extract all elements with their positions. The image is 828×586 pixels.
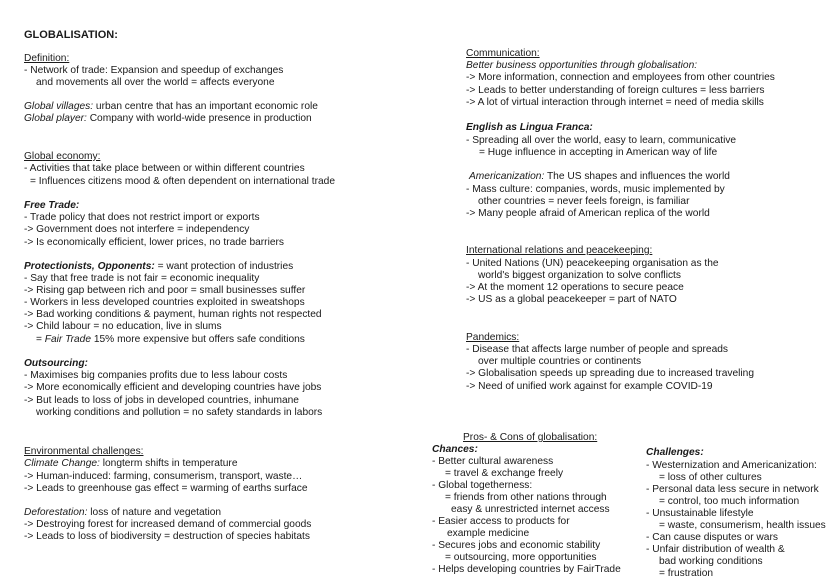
relations-line: -> US as a global peacekeeper = part of NATO — [466, 294, 677, 305]
chances-line: = friends from other nations through — [445, 492, 607, 503]
free-trade-line: -> Government does not interfere = independency — [24, 224, 250, 235]
definition-line: - Network of trade: Expansion and speedup of exchanges — [24, 65, 284, 76]
lingua-franca-line: = Huge influence in accepting in American way of life — [479, 147, 718, 158]
challenges-line: - Unsustainable lifestyle — [646, 508, 754, 519]
fair-trade-label: Fair Trade — [44, 334, 92, 345]
deforestation-line — [24, 507, 221, 519]
pandemics-line: -> Need of unified work against for example COVID-19 — [466, 381, 713, 392]
definition-line: and movements all over the world = affects everyone — [36, 77, 275, 88]
challenges-line: - Unfair distribution of wealth & — [646, 544, 785, 555]
protectionists-heading-line — [24, 261, 293, 273]
outsourcing-heading: Outsourcing: — [24, 358, 88, 369]
chances-line: - Secures jobs and economic stability — [432, 540, 601, 551]
free-trade-line: -> Is economically efficient, lower prices, no trade barriers — [24, 237, 284, 248]
fair-trade-prefix: = — [36, 334, 45, 345]
pandemics-line: -> Globalisation speeds up spreading due to increased traveling — [466, 368, 754, 379]
chances-line: - Easier access to products for — [432, 516, 570, 527]
deforestation-point: -> Destroying forest for increased demand of commercial goods — [24, 519, 312, 530]
global-player-label: Global player: — [24, 113, 87, 124]
chances-line: - Better cultural awareness — [432, 456, 554, 467]
challenges-line: - Personal data less secure in network — [646, 484, 819, 495]
climate-change-text: longterm shifts in temperature — [99, 458, 238, 469]
outsourcing-line: working conditions and pollution = no safety standards in labors — [36, 407, 323, 418]
chances-line: - Global togetherness: — [432, 480, 533, 491]
americanization-point: other countries = never feels foreign, is familiar — [478, 196, 690, 207]
protectionists-line: -> Rising gap between rich and poor = small businesses suffer — [24, 285, 306, 296]
americanization-text: The US shapes and influences the world — [544, 171, 730, 182]
chances-line: easy & unrestricted internet access — [451, 504, 610, 515]
global-player-line — [24, 113, 312, 125]
lingua-franca-line: - Spreading all over the world, easy to learn, communicative — [466, 135, 737, 146]
communication-line: -> More information, connection and employees from other countries — [466, 72, 775, 83]
relations-heading: International relations and peacekeeping: — [466, 245, 653, 256]
communication-heading: Communication: — [466, 48, 540, 59]
definition-heading: Definition: — [24, 53, 70, 64]
document-title: GLOBALISATION: — [24, 29, 118, 41]
challenges-line: = frustration — [659, 568, 714, 579]
pandemics-line: - Disease that affects large number of people and spreads — [466, 344, 729, 355]
pandemics-line: over multiple countries or continents — [478, 356, 642, 367]
relations-line: - United Nations (UN) peacekeeping organisation as the — [466, 258, 719, 269]
global-villages-text: urban centre that has an important economic role — [93, 101, 318, 112]
chances-line: - Helps developing countries by FairTrade — [432, 564, 621, 575]
fair-trade-text: 15% more expensive but offers safe conditions — [91, 334, 305, 345]
outsourcing-line: - Maximises big companies profits due to less labour costs — [24, 370, 288, 381]
challenges-line: = loss of other cultures — [659, 472, 762, 483]
global-economy-line: = Influences citizens mood & often dependent on international trade — [30, 176, 335, 187]
chances-line: = travel & exchange freely — [445, 468, 564, 479]
global-economy-heading: Global economy: — [24, 151, 101, 162]
deforestation-point: -> Leads to loss of biodiversity = destruction of species habitats — [24, 531, 310, 542]
americanization-label: Americanization: — [469, 171, 545, 182]
chances-heading: Chances: — [432, 444, 478, 455]
protectionists-heading: Protectionists, Opponents: — [24, 261, 155, 272]
global-player-text: Company with world-wide presence in production — [86, 113, 312, 124]
protectionists-line: - Workers in less developed countries exploited in sweatshops — [24, 297, 305, 308]
pandemics-heading: Pandemics: — [466, 332, 520, 343]
communication-line: -> A lot of virtual interaction through internet = need of media skills — [466, 97, 764, 108]
climate-change-line — [24, 458, 237, 470]
deforestation-text: loss of nature and vegetation — [87, 507, 222, 518]
challenges-line: - Can cause disputes or wars — [646, 532, 778, 543]
challenges-line: = control, too much information — [659, 496, 800, 507]
lingua-franca-heading: English as Lingua Franca: — [466, 122, 593, 133]
free-trade-line: - Trade policy that does not restrict import or exports — [24, 212, 260, 223]
challenges-line: = waste, consumerism, health issues — [659, 520, 826, 531]
communication-subheading: Better business opportunities through globalisation: — [466, 60, 698, 71]
free-trade-heading: Free Trade: — [24, 200, 80, 211]
climate-change-point: -> Human-induced: farming, consumerism, transport, waste… — [24, 471, 303, 482]
global-economy-line: - Activities that take place between or within different countries — [24, 163, 305, 174]
global-villages-label: Global villages: — [24, 101, 94, 112]
protectionists-line: - Say that free trade is not fair = economic inequality — [24, 273, 260, 284]
protectionists-heading-suffix: = want protection of industries — [154, 261, 294, 272]
americanization-point: -> Many people afraid of American replica of the world — [466, 208, 710, 219]
outsourcing-line: -> More economically efficient and developing countries have jobs — [24, 382, 322, 393]
chances-line: example medicine — [447, 528, 530, 539]
chances-line: = outsourcing, more opportunities — [445, 552, 597, 563]
fair-trade-line — [36, 334, 305, 346]
environment-heading: Environmental challenges: — [24, 446, 144, 457]
deforestation-label: Deforestation: — [24, 507, 88, 518]
outsourcing-line: -> But leads to loss of jobs in developed countries, inhumane — [24, 395, 299, 406]
climate-change-label: Climate Change: — [24, 458, 100, 469]
pros-cons-heading: Pros- & Cons of globalisation: — [463, 432, 598, 443]
challenges-line: - Westernization and Americanization: — [646, 460, 817, 471]
climate-change-point: -> Leads to greenhouse gas effect = warming of earths surface — [24, 483, 308, 494]
protectionists-line: -> Bad working conditions & payment, human rights not respected — [24, 309, 322, 320]
challenges-line: bad working conditions — [659, 556, 763, 567]
americanization-point: - Mass culture: companies, words, music implemented by — [466, 184, 725, 195]
protectionists-line: -> Child labour = no education, live in slums — [24, 321, 222, 332]
americanization-line — [469, 171, 730, 183]
relations-line: world's biggest organization to solve conflicts — [478, 270, 681, 281]
challenges-heading: Challenges: — [646, 447, 704, 458]
global-villages-line — [24, 101, 318, 113]
communication-line: -> Leads to better understanding of foreign cultures = less barriers — [466, 85, 765, 96]
relations-line: -> At the moment 12 operations to secure peace — [466, 282, 684, 293]
